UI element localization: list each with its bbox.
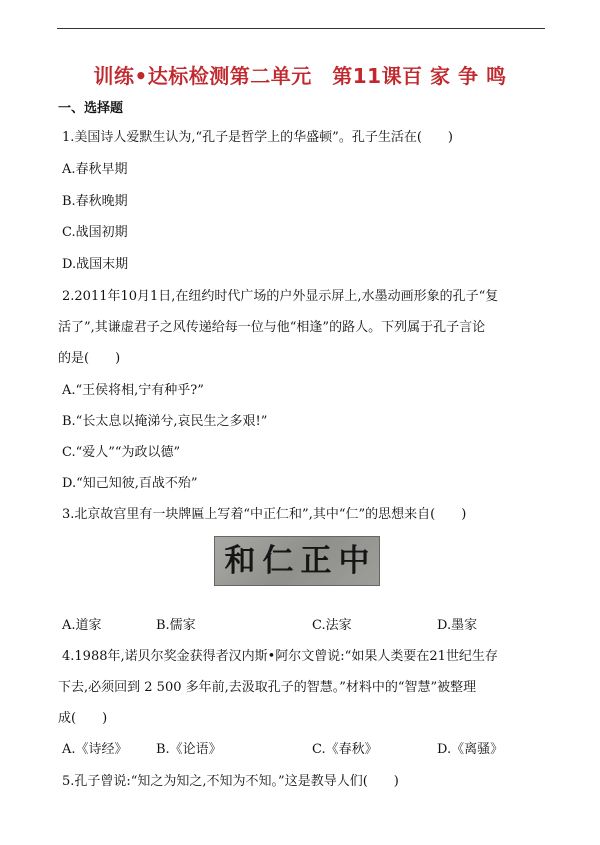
- q2-option-d: D.“知己知彼,百战不殆”: [62, 476, 198, 491]
- q2-stem-line-3: 的是( ): [58, 351, 121, 366]
- q1-option-b: B.春秋晚期: [62, 194, 128, 209]
- q4-stem-line-2: 下去,必须回到 2 500 多年前,去汲取孔子的智慧。”材料中的“智慧”被整理: [58, 680, 477, 695]
- section-heading: 一、选择题: [58, 101, 124, 116]
- q3-stem: 3.北京故宫里有一块牌匾上写着“中正仁和”,其中“仁”的思想来自( ): [62, 507, 467, 522]
- q1-option-a: A.春秋早期: [62, 162, 128, 177]
- q2-option-a: A.“王侯将相,宁有种乎?”: [62, 383, 204, 398]
- plaque-char-3: 正: [300, 542, 332, 579]
- q3-option-b: B.儒家: [156, 618, 196, 633]
- plaque-char-4: 中: [338, 542, 370, 579]
- q2-stem-line-1: 2.2011年10月1日,在纽约时代广场的户外显示屏上,水墨动画形象的孔子“复: [62, 289, 499, 304]
- q4-option-b: B.《论语》: [156, 742, 222, 757]
- plaque-image: [214, 536, 380, 586]
- q3-option-a: A.道家: [62, 618, 102, 633]
- q1-option-d: D.战国末期: [62, 257, 129, 272]
- header-rule: [57, 28, 545, 29]
- q4-option-d: D.《离骚》: [437, 742, 504, 757]
- q4-option-a: A.《诗经》: [62, 742, 128, 757]
- q5-stem: 5.孔子曾说:“知之为知之,不知为不知。”这是教导人们( ): [62, 774, 399, 789]
- q4-option-c: C.《春秋》: [312, 742, 378, 757]
- q4-stem-line-3: 成( ): [58, 711, 108, 726]
- q1-option-c: C.战国初期: [62, 225, 128, 240]
- q3-option-d: D.墨家: [437, 618, 478, 633]
- q2-option-b: B.“长太息以掩涕兮,哀民生之多艰!”: [62, 414, 268, 429]
- q3-option-c: C.法家: [312, 618, 352, 633]
- plaque-char-1: 和: [224, 542, 256, 579]
- q1-stem: 1.美国诗人爱默生认为,“孔子是哲学上的华盛顿”。孔子生活在( ): [62, 130, 453, 145]
- q2-option-c: C.“爱人”“为政以德”: [62, 445, 181, 460]
- q4-stem-line-1: 4.1988年,诺贝尔奖金获得者汉内斯•阿尔文曾说:“如果人类要在21世纪生存: [62, 649, 498, 664]
- q2-stem-line-2: 活了”,其谦虚君子之风传递给每一位与他“相逢”的路人。下列属于孔子言论: [58, 320, 486, 335]
- page-title: 训练•达标检测第二单元 第11课百 家 争 鸣: [93, 64, 507, 88]
- plaque-char-2: 仁: [262, 542, 294, 579]
